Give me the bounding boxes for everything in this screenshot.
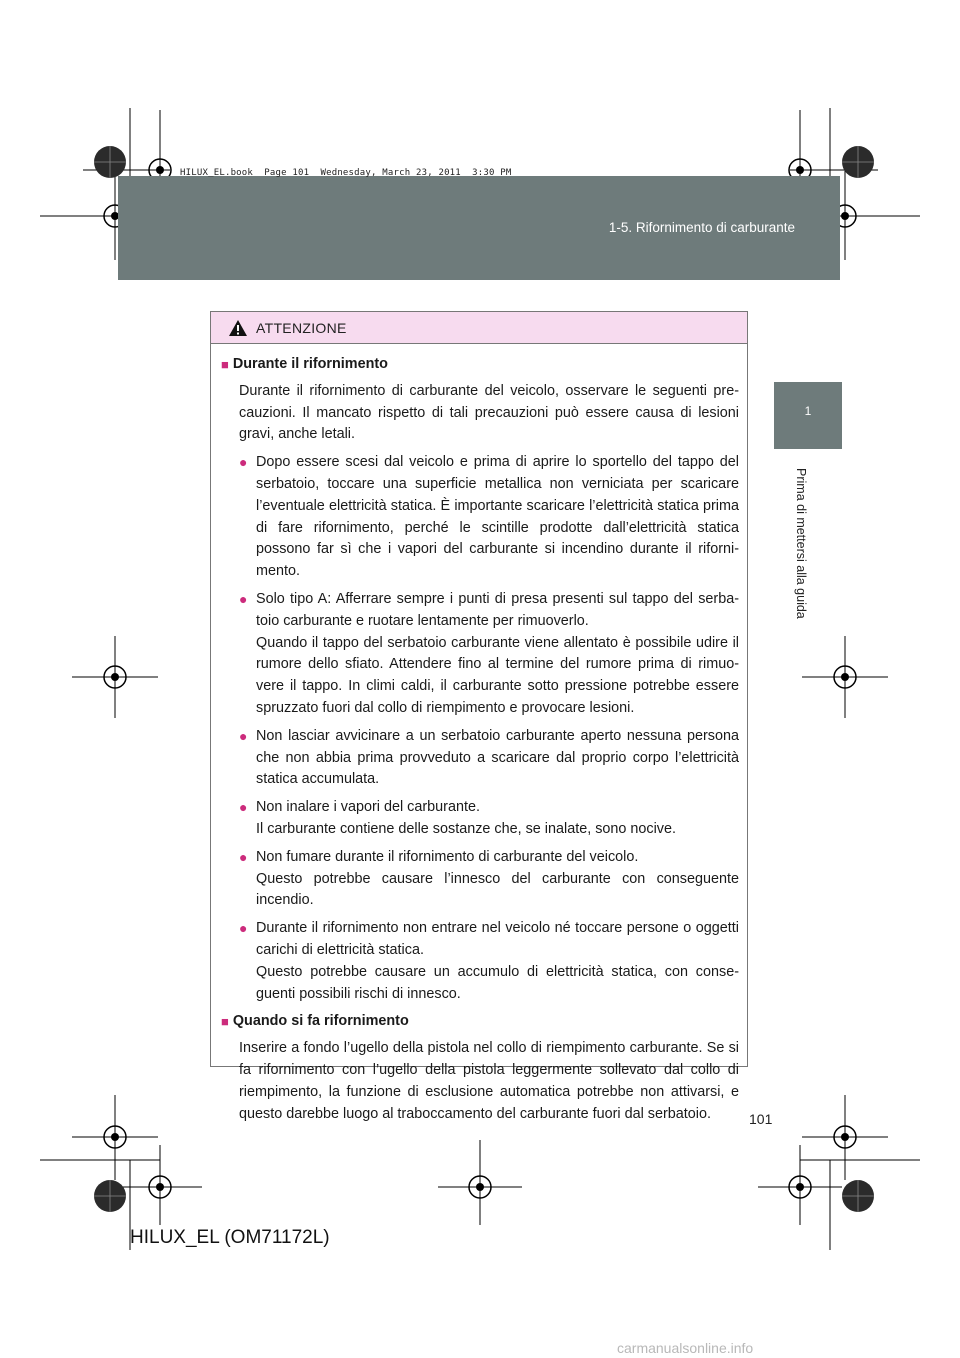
circle-bullet-icon: ● xyxy=(239,454,248,471)
list-item-text xyxy=(256,918,739,1005)
section-heading xyxy=(221,354,739,376)
circle-bullet-icon: ● xyxy=(239,848,248,865)
section-heading xyxy=(221,1011,739,1033)
book-stamp: HILUX_EL.book Page 101 Wednesday, March 23, 2011 3:30 PM xyxy=(180,168,512,178)
circle-bullet-icon: ● xyxy=(239,727,248,744)
page-number: 101 xyxy=(749,1111,773,1127)
list-item-text: Non lasciar avvicinare a un serbatoio carburante aperto nessuna persona che non abbia prima provveduto a scaricare dal proprio corpo l’elettricità statica accumulata. xyxy=(256,727,739,788)
list-item-line: Questo potrebbe causare l’innesco del carburante con conseguente incendio. xyxy=(256,870,739,909)
list-item-line: Quando il tappo del serbatoio carburante viene allentato è possibile udire il rumore dello sfiato. Attendere fino al termine del rumore prima di rimuo-vere il tappo. In climi caldi, il carburante sotto pressione potrebbe essere spruzzato fuori dal collo di riempimento e provocare lesioni. xyxy=(256,634,739,716)
list-item-line: Non inalare i vapori del carburante. xyxy=(256,799,480,816)
list-item-text xyxy=(256,797,739,841)
list-item-line: Non fumare durante il rifornimento di carburante del veicolo. xyxy=(256,848,639,865)
footer-code: HILUX_EL (OM71172L) xyxy=(130,1227,330,1248)
list-item-text: Dopo essere scesi dal veicolo e prima di aprire lo sportello del tappo del serbatoio, toccare una superficie metallica non verniciata per scaricare l’eventuale elettricità statica. È importante scaricare l’elettricità statica prima di fare rifornimento, perché le scintille prodotte dall’elettricità statica possono far sì che i vapori del carburante si incendino durante il riforni-mento. xyxy=(256,454,739,580)
list-item xyxy=(239,589,739,720)
list-item xyxy=(239,452,739,583)
caution-body xyxy=(211,344,747,1125)
circle-bullet-icon: ● xyxy=(239,799,248,816)
list-item-line: Il carburante contiene delle sostanze che, se inalate, sono nocive. xyxy=(256,820,676,837)
watermark: carmanualsonline.info xyxy=(617,1340,754,1356)
caution-title: ATTENZIONE xyxy=(256,319,347,336)
section-heading-text: Quando si fa rifornimento xyxy=(232,1013,409,1030)
list-item xyxy=(239,797,739,841)
list-item-line: Questo potrebbe causare un accumulo di elettricità statica, con conse-guenti possibili rischi di innesco. xyxy=(256,963,739,1002)
list-item xyxy=(239,847,739,912)
list-item xyxy=(239,726,739,791)
circle-bullet-icon: ● xyxy=(239,920,248,937)
caution-header xyxy=(211,312,747,344)
caution-box xyxy=(210,311,748,1122)
list-item-text xyxy=(256,589,739,720)
warning-icon xyxy=(228,319,248,337)
chapter-number: 1 xyxy=(804,404,812,418)
list-item-line: Durante il rifornimento non entrare nel veicolo né toccare persone o oggetti carichi di elettricità statica. xyxy=(256,920,739,958)
list-item-text xyxy=(256,847,739,912)
list-item-line: Solo tipo A: Afferrare sempre i punti di presa presenti sul tappo del serba-toio carburante e ruotare lentamente per rimuoverlo. xyxy=(256,590,739,629)
square-bullet-icon: ■ xyxy=(221,1014,229,1030)
section-text: Inserire a fondo l’ugello della pistola nel collo di riempimento carburante. Se si fa rifornimento con l’ugello della pistola leggermente sollevato dal collo di riempimento, la funzione di esclusione automatica potrebbe non attivarsi, e questo darebbe luogo al traboccamento del carburante fuori dal serbatoio. xyxy=(239,1040,739,1122)
list-item xyxy=(239,918,739,1005)
circle-bullet-icon: ● xyxy=(239,590,248,607)
square-bullet-icon: ■ xyxy=(221,357,229,372)
section-heading-text: Durante il rifornimento xyxy=(232,356,388,372)
chapter-title: Prima di mettersi alla guida xyxy=(794,468,808,619)
section-title: 1-5. Rifornimento di carburante xyxy=(608,220,795,235)
section-intro: Durante il rifornimento di carburante del veicolo, osservare le seguenti pre-cauzioni. Il mancato rispetto di tali precauzioni può essere causa di lesioni gravi, anche letali. xyxy=(239,382,739,443)
chapter-tab xyxy=(774,382,842,449)
